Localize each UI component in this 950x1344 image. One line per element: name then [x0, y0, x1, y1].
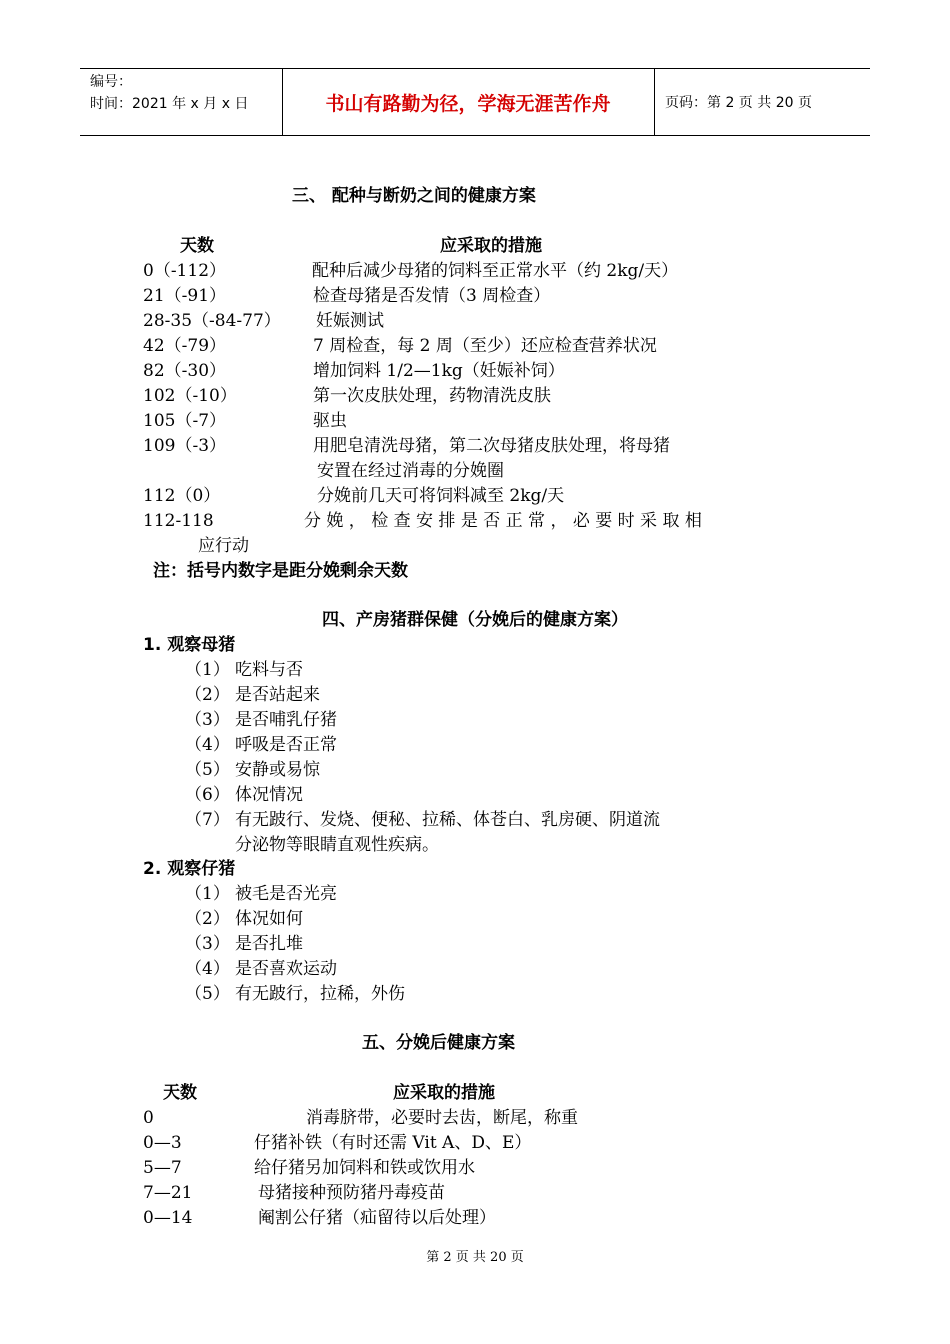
list-item: 有无跛行、发烧、便秘、拉稀、体苍白、乳房硬、阴道流	[235, 810, 660, 830]
s3-row-day: 112-118	[143, 511, 214, 531]
list-item-num: （4）	[185, 735, 230, 755]
list-item-num: （1）	[185, 884, 230, 904]
page-header	[80, 68, 870, 136]
s3-row-measure: 驱虫	[313, 411, 347, 431]
header-page-info: 页码：第 2 页 共 20 页	[665, 95, 812, 111]
list-item: 安静或易惊	[235, 760, 320, 780]
section3-col-days: 天数	[180, 236, 214, 256]
list-item: 有无跛行，拉稀，外伤	[235, 984, 405, 1004]
list-item: 是否扎堆	[235, 934, 303, 954]
section5-title: 五、分娩后健康方案	[362, 1033, 515, 1053]
s3-row-measure: 分 娩 ， 检 查 安 排 是 否 正 常 ， 必 要 时 采 取 相	[304, 511, 702, 531]
s5-row-day: 0—3	[143, 1133, 182, 1153]
s3-row-measure: 用肥皂清洗母猪，第二次母猪皮肤处理，将母猪	[313, 436, 670, 456]
s3-row-day: 112（0）	[143, 486, 221, 506]
list-item-num: （4）	[185, 959, 230, 979]
list-item-num: （2）	[185, 685, 230, 705]
observe-piglet-heading: 2. 观察仔猪	[143, 859, 236, 879]
s5-row-day: 5—7	[143, 1158, 182, 1178]
s3-row-measure: 妊娠测试	[316, 311, 384, 331]
list-item-num: （5）	[185, 760, 230, 780]
section3-title: 三、 配种与断奶之间的健康方案	[292, 186, 536, 206]
list-item-num: （5）	[185, 984, 230, 1004]
header-divider	[654, 69, 655, 135]
s3-row-day: 102（-10）	[143, 386, 237, 406]
s5-row-measure: 给仔猪另加饲料和铁或饮用水	[254, 1158, 475, 1178]
s3-row-day: 82（-30）	[143, 361, 227, 381]
section4-title: 四、产房猪群保健（分娩后的健康方案）	[322, 610, 628, 630]
s3-row-day: 109（-3）	[143, 436, 227, 456]
list-item-num: （1）	[185, 660, 230, 680]
list-item: 是否站起来	[235, 685, 320, 705]
list-item-num: （2）	[185, 909, 230, 929]
s3-row-measure: 分娩前几天可将饲料减至 2kg/天	[317, 486, 565, 506]
list-item-cont: 分泌物等眼睛直观性疾病。	[235, 835, 439, 855]
s5-row-day: 0	[143, 1108, 154, 1128]
s5-row-measure: 消毒脐带，必要时去齿，断尾，称重	[306, 1108, 578, 1128]
s3-row-day: 42（-79）	[143, 336, 227, 356]
list-item: 体况如何	[235, 909, 303, 929]
page-footer: 第 2 页 共 20 页	[426, 1250, 524, 1265]
s3-row-measure-cont: 应行动	[198, 536, 249, 556]
list-item: 吃料与否	[235, 660, 303, 680]
section3-col-measures: 应采取的措施	[440, 236, 542, 256]
s3-row-measure-cont: 安置在经过消毒的分娩圈	[317, 461, 504, 481]
s5-row-measure: 母猪接种预防猪丹毒疫苗	[258, 1183, 445, 1203]
s3-row-measure: 第一次皮肤处理，药物清洗皮肤	[313, 386, 551, 406]
s5-row-measure: 阉割公仔猪（疝留待以后处理）	[258, 1208, 496, 1228]
header-time: 时间：2021 年 x 月 x 日	[90, 96, 249, 112]
list-item: 是否哺乳仔猪	[235, 710, 337, 730]
s5-row-day: 7—21	[143, 1183, 193, 1203]
header-meta	[90, 71, 248, 115]
section3-note: 注：括号内数字是距分娩剩余天数	[153, 561, 408, 581]
s3-row-day: 21（-91）	[143, 286, 227, 306]
s3-row-day: 105（-7）	[143, 411, 227, 431]
list-item: 是否喜欢运动	[235, 959, 337, 979]
s5-row-measure: 仔猪补铁（有时还需 Vit A、D、E）	[254, 1133, 532, 1153]
list-item: 体况情况	[235, 785, 303, 805]
list-item: 呼吸是否正常	[235, 735, 337, 755]
s5-row-day: 0—14	[143, 1208, 193, 1228]
list-item-num: （7）	[185, 810, 230, 830]
section5-col-measures: 应采取的措施	[393, 1083, 495, 1103]
header-number: 编号：	[90, 74, 132, 90]
s3-row-measure: 配种后减少母猪的饲料至正常水平（约 2kg/天）	[312, 261, 679, 281]
list-item-num: （3）	[185, 710, 230, 730]
s3-row-day: 28-35（-84-77）	[143, 311, 281, 331]
s3-row-measure: 增加饲料 1/2—1kg（妊娠补饲）	[313, 361, 565, 381]
list-item-num: （6）	[185, 785, 230, 805]
s3-row-measure: 检查母猪是否发情（3 周检查）	[313, 286, 551, 306]
list-item: 被毛是否光亮	[235, 884, 337, 904]
section5-col-days: 天数	[163, 1083, 197, 1103]
header-slogan: 书山有路勤为径，学海无涯苦作舟	[325, 92, 611, 115]
s3-row-day: 0（-112）	[143, 261, 227, 281]
list-item-num: （3）	[185, 934, 230, 954]
s3-row-measure: 7 周检查，每 2 周（至少）还应检查营养状况	[313, 336, 657, 356]
observe-sow-heading: 1. 观察母猪	[143, 635, 236, 655]
